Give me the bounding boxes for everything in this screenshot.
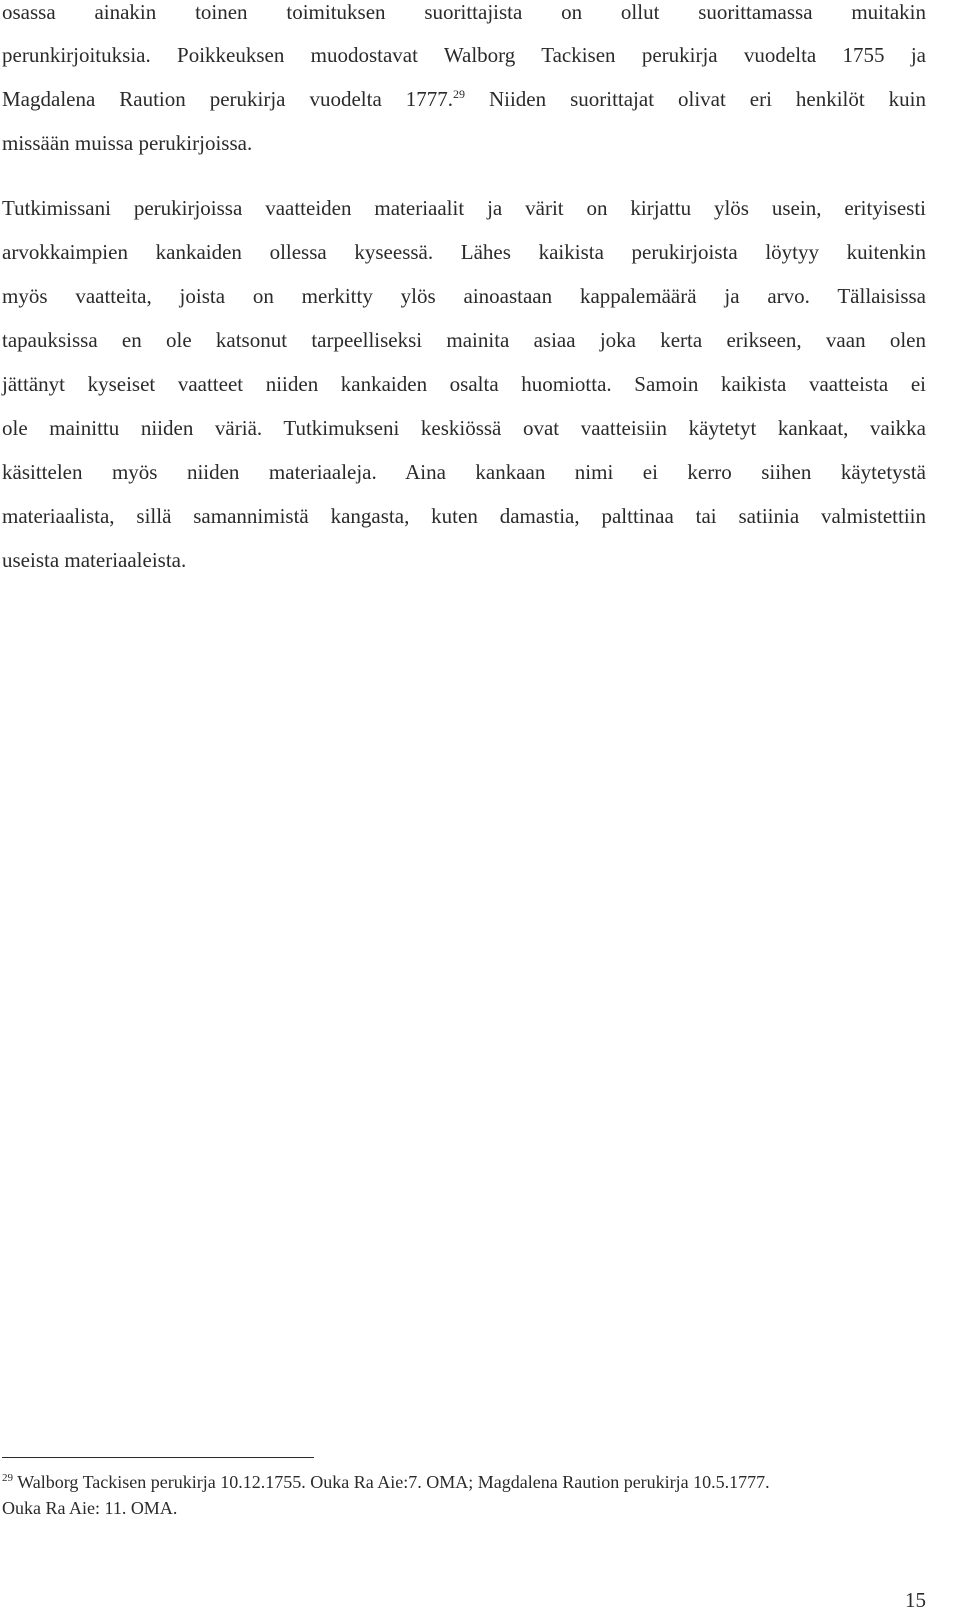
footnote-line: Ouka Ra Aie: 11. OMA.	[2, 1498, 178, 1518]
footnote-separator	[2, 1457, 314, 1458]
text-line-with-footnote	[2, 85, 926, 113]
text-segment: Magdalena Raution perukirja vuodelta 1777.	[2, 87, 453, 111]
text-line: materiaalista, sillä samannimistä kangasta, kuten damastia, palttinaa tai satiinia valmistettiin	[2, 504, 926, 528]
text-line: jättänyt kyseiset vaatteet niiden kankaiden osalta huomiotta. Samoin kaikista vaatteista ei	[2, 372, 926, 396]
footnote-line	[2, 1470, 770, 1494]
text-line: perunkirjoituksia. Poikkeuksen muodostavat Walborg Tackisen perukirja vuodelta 1755 ja	[2, 43, 926, 67]
footnote-text: Walborg Tackisen perukirja 10.12.1755. Ouka Ra Aie:7. OMA; Magdalena Raution perukirja 10.5.1777.	[17, 1472, 770, 1492]
text-line: ole mainittu niiden väriä. Tutkimukseni keskiössä ovat vaatteisiin käytetyt kankaat, vaikka	[2, 416, 926, 440]
text-line: arvokkaimpien kankaiden ollessa kyseessä. Lähes kaikista perukirjoista löytyy kuitenkin	[2, 240, 926, 264]
text-segment: Niiden suorittajat olivat eri henkilöt kuin	[488, 87, 927, 111]
text-line: tapauksissa en ole katsonut tarpeelliseksi mainita asiaa joka kerta erikseen, vaan olen	[2, 328, 926, 352]
text-line: Tutkimissani perukirjoissa vaatteiden materiaalit ja värit on kirjattu ylös usein, erityisesti	[2, 196, 926, 220]
text-line: osassa ainakin toinen toimituksen suorittajista on ollut suorittamassa muitakin	[2, 0, 926, 24]
footnote-number: 29	[2, 1472, 13, 1484]
page-number: 15	[905, 1588, 926, 1612]
text-line: useista materiaaleista.	[2, 548, 187, 572]
text-line: missään muissa perukirjoissa.	[2, 131, 253, 155]
text-line: myös vaatteita, joista on merkitty ylös ainoastaan kappalemäärä ja arvo. Tällaisissa	[2, 284, 926, 308]
text-line: käsittelen myös niiden materiaaleja. Aina kankaan nimi ei kerro siihen käytetystä	[2, 460, 926, 484]
footnote-reference[interactable]: 29	[452, 87, 465, 101]
